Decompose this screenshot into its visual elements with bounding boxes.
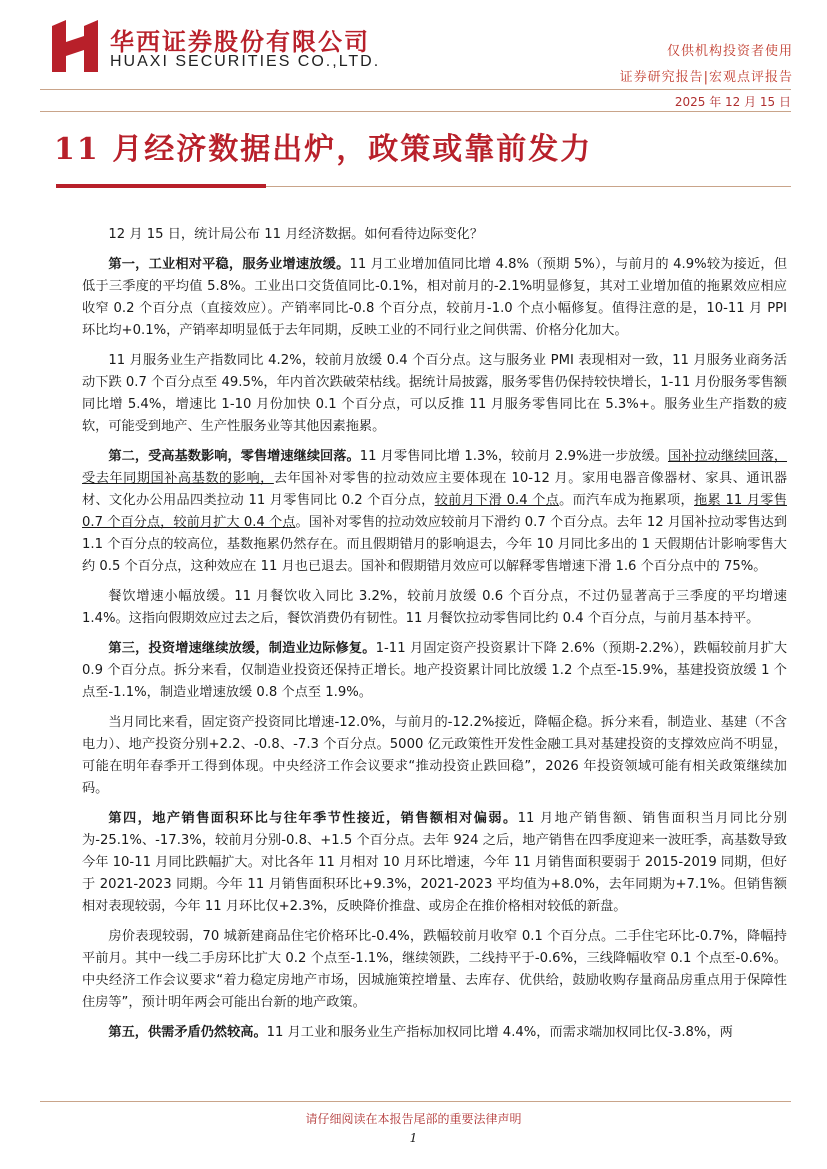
company-name-cn: 华西证券股份有限公司 <box>110 27 370 56</box>
page-number: 1 <box>409 1131 418 1145</box>
report-category: 证券研究报告|宏观点评报告 <box>619 70 793 85</box>
section-2-text-c: 。而汽车成为拖累项， <box>559 493 695 508</box>
title-divider <box>266 186 791 187</box>
section-1-heading: 第一，工业相对平稳，服务业增速放缓。 <box>108 257 350 272</box>
section-2-text-d: 。国补对零售的拉动效应较前月下滑约 0.7 个百分点。去年 12 月国补拉动零售达到 1.1 个百分点的较高位，基数拖累仍然存在。而且假期错月的影响退去，今年 10 月同比多出的 1 天假期估计影响零售大约 0.5 个百分点，这种效应在 11 月也已退去。国补和假期错月效应可以解释零售增速下滑 1.6 个百分点中的 75%。 <box>82 515 787 574</box>
title-accent-bar <box>56 184 266 188</box>
services-text: 11 月服务业生产指数同比 4.2%，较前月放缓 0.4 个百分点。这与服务业 PMI 表现相对一致，11 月服务业商务活动下跌 0.7 个百分点至 49.5%，年内首次跌破荣枯线。据统计局披露，服务零售仍保持较快增长，1-11 月份服务零售额同比增 5.4%，增速比 1-10 月份加快 0.1 个百分点，可以反推 11 月服务零售同比在 5.3%+。服务业生产指数的疲软，可能受到地产、生产性服务业等其他因素拖累。 <box>82 353 787 434</box>
section-2-underline-2: 较前月下滑 0.4 个点 <box>434 493 560 508</box>
section-4-paragraph <box>82 808 787 918</box>
section-5-paragraph <box>82 1022 787 1044</box>
section-2-paragraph <box>82 446 787 578</box>
intro-text: 12 月 15 日，统计局公布 11 月经济数据。如何看待边际变化？ <box>108 227 484 242</box>
housing-price-paragraph <box>82 926 787 1014</box>
report-date: 2025 年 12 月 15 日 <box>674 95 791 109</box>
catering-paragraph <box>82 586 787 630</box>
section-2-underline-3: 拖累 11 月零售 0.7 个百分点，较前月扩大 0.4 个点 <box>82 493 787 530</box>
catering-text: 餐饮增速小幅放缓。11 月餐饮收入同比 3.2%，较前月放缓 0.6 个百分点，不过仍显著高于三季度的平均增速 1.4%。这指向假期效应过去之后，餐饮消费仍有韧性。11 月餐饮拉动零售同比约 0.4 个百分点，与前月基本持平。 <box>82 589 787 626</box>
section-3-heading: 第三，投资增速继续放缓，制造业边际修复。 <box>108 641 376 656</box>
section-2-underline-1: 国补拉动继续回落，受去年同期国补高基数的影响， <box>82 449 788 486</box>
footer-divider <box>40 1101 791 1102</box>
monthly-investment-paragraph <box>82 712 787 800</box>
services-paragraph <box>82 350 787 438</box>
legal-disclaimer: 请仔细阅读在本报告尾部的重要法律声明 <box>305 1112 522 1126</box>
intro-paragraph <box>82 224 787 246</box>
section-5-heading: 第五，供需矛盾仍然较高。 <box>108 1025 267 1040</box>
monthly-investment-text: 当月同比来看，固定资产投资同比增速-12.0%，与前月的-12.2%接近，降幅企稳。拆分来看，制造业、基建（不含电力）、地产投资分别+2.2、-0.8、-7.3 个百分点。5000 亿元政策性开发性金融工具对基建投资的支撑效应尚不明显，可能在明年春季开工得到体现。中央经济工作会议要求“推动投资止跌回稳”，2026 年投资领域可能有相关政策继续加码。 <box>82 715 787 796</box>
date-divider <box>40 111 791 112</box>
section-3-text: 1-11 月固定资产投资累计下降 2.6%（预期-2.2%），跌幅较前月扩大 0.9 个百分点。拆分来看，仅制造业投资还保持正增长。地产投资累计同比放缓 1.2 个点至-15.9%，基建投资放缓 1 个点至-1.1%，制造业增速放缓 0.8 个点至 1.9%。 <box>82 641 788 700</box>
section-5-text: 11 月工业和服务业生产指标加权同比增 4.4%，而需求端加权同比仅-3.8%，两 <box>266 1025 733 1040</box>
housing-price-text: 房价表现较弱，70 城新建商品住宅价格环比-0.4%，跌幅较前月收窄 0.1 个百分点。二手住宅环比-0.7%，降幅持平前月。其中一线二手房环比扩大 0.2 个点至-1.1%，继续领跌，二线持平于-0.6%，三线降幅收窄 0.1 个点至-0.6%。中央经济工作会议要求“着力稳定房地产市场，因城施策控增量、去库存、优供给，鼓励收购存量商品房重点用于保障性住房等”，预计明年两会可能出台新的地产政策。 <box>82 929 787 1010</box>
section-1-text: 11 月工业增加值同比增 4.8%（预期 5%），与前月的 4.9%较为接近，但低于三季度的平均值 5.8%。工业出口交货值同比-0.1%，相对前月的-2.1%明显修复，其对工业增加值的拖累效应相应收窄 0.2 个百分点（直接效应）。产销率同比-0.8 个百分点，较前月-1.0 个点小幅修复。值得注意的是，10-11 月 PPI 环比均+0.1%，产销率却明显低于去年同期，反映工业的不同行业之间供需、价格分化加大。 <box>82 257 788 338</box>
report-body <box>82 224 787 1052</box>
section-3-paragraph <box>82 638 787 704</box>
section-2-heading: 第二，受高基数影响，零售增速继续回落。 <box>108 449 360 464</box>
company-name-en: HUAXI SECURITIES CO.,LTD. <box>110 53 381 70</box>
audience-label: 仅供机构投资者使用 <box>666 44 793 59</box>
huaxi-logo-icon <box>52 20 98 72</box>
section-2-text-a: 11 月零售同比增 1.3%，较前月 2.9%进一步放缓。 <box>359 449 668 464</box>
section-2-text-b: 去年国补对零售的拉动效应主要体现在 10-12 月。家用电器音像器材、家具、通讯器材、文化办公用品四类拉动 11 月零售同比 0.2 个百分点， <box>82 471 788 508</box>
section-1-paragraph <box>82 254 787 342</box>
section-4-heading: 第四，地产销售面积环比与往年季节性接近，销售额相对偏弱。 <box>108 811 518 826</box>
report-title: 11 月经济数据出炉，政策或靠前发力 <box>54 132 593 167</box>
header-divider <box>40 89 791 90</box>
section-4-text: 11 月地产销售额、销售面积当月同比分别为-25.1%、-17.3%，较前月分别-0.8、+1.5 个百分点。去年 924 之后，地产销售在四季度迎来一波旺季，高基数导致今年 10-11 月同比跌幅扩大。对比各年 11 月相对 10 月环比增速，今年 11 月销售面积要弱于 2015-2019 同期，但好于 2021-2023 同期。今年 11 月销售面积环比+9.3%，2021-2023 平均值为+8.0%，去年同期为+7.1%。但销售额相对表现较弱，今年 11 月环比仅+2.3%，反映降价推盘、或房企在推价格相对较低的新盘。 <box>82 811 787 914</box>
